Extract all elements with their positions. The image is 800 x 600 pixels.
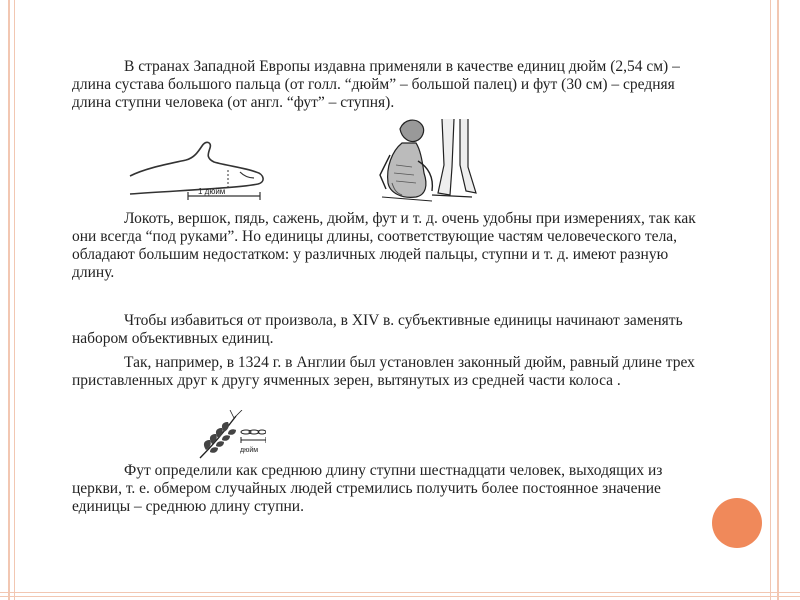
finger-label: 1 дюйм bbox=[198, 187, 226, 196]
paragraph-text: В странах Западной Европы издавна применяли в качестве единиц дюйм (2,54 см) –длина сустава большого пальца (от голл. “дюйм” – большой палец) и фут (30 см) – средняя длина ступни человека (от англ. “фут” – ступня). bbox=[72, 58, 680, 111]
frame-line bbox=[14, 0, 15, 600]
paragraph-foot-definition bbox=[72, 462, 702, 516]
paragraph-inch-foot bbox=[72, 58, 702, 112]
paragraph-text: Локоть, вершок, пядь, сажень, дюйм, фут и т. д. очень удобны при измерениях, так как они всегда “под руками”. Но единицы длины, соответствующие частям человеческого тела, обладают большим недостатком: у различных людей пальцы, ступни и т. д. имеют разную длину. bbox=[72, 210, 696, 281]
grain-label: дюйм bbox=[240, 447, 259, 454]
paragraph-legal-inch bbox=[72, 354, 702, 390]
frame-line bbox=[0, 596, 800, 597]
finger-inch-illustration bbox=[128, 138, 270, 204]
frame-line bbox=[0, 592, 800, 593]
paragraph-objective-units bbox=[72, 312, 702, 348]
frame-line bbox=[770, 0, 771, 600]
barley-inch-illustration bbox=[196, 410, 266, 462]
decorative-circle bbox=[712, 498, 762, 548]
paragraph-text: Фут определили как среднюю длину ступни шестнадцати человек, выходящих из церкви, т. е. обмером случайных людей стремились получить более постоянное значение единицы – среднюю длину ступни. bbox=[72, 462, 663, 515]
foot-measuring-illustration bbox=[372, 115, 482, 205]
paragraph-text: Чтобы избавиться от произвола, в XIV в. субъективные единицы начинают заменять набором объективных единиц. bbox=[72, 312, 683, 347]
paragraph-body-units bbox=[72, 210, 702, 282]
frame-line bbox=[8, 0, 10, 600]
frame-line bbox=[777, 0, 779, 600]
paragraph-text: Так, например, в 1324 г. в Англии был установлен законный дюйм, равный длине трех приставленных друг к другу ячменных зерен, вытянутых из средней части колоса . bbox=[72, 354, 695, 389]
